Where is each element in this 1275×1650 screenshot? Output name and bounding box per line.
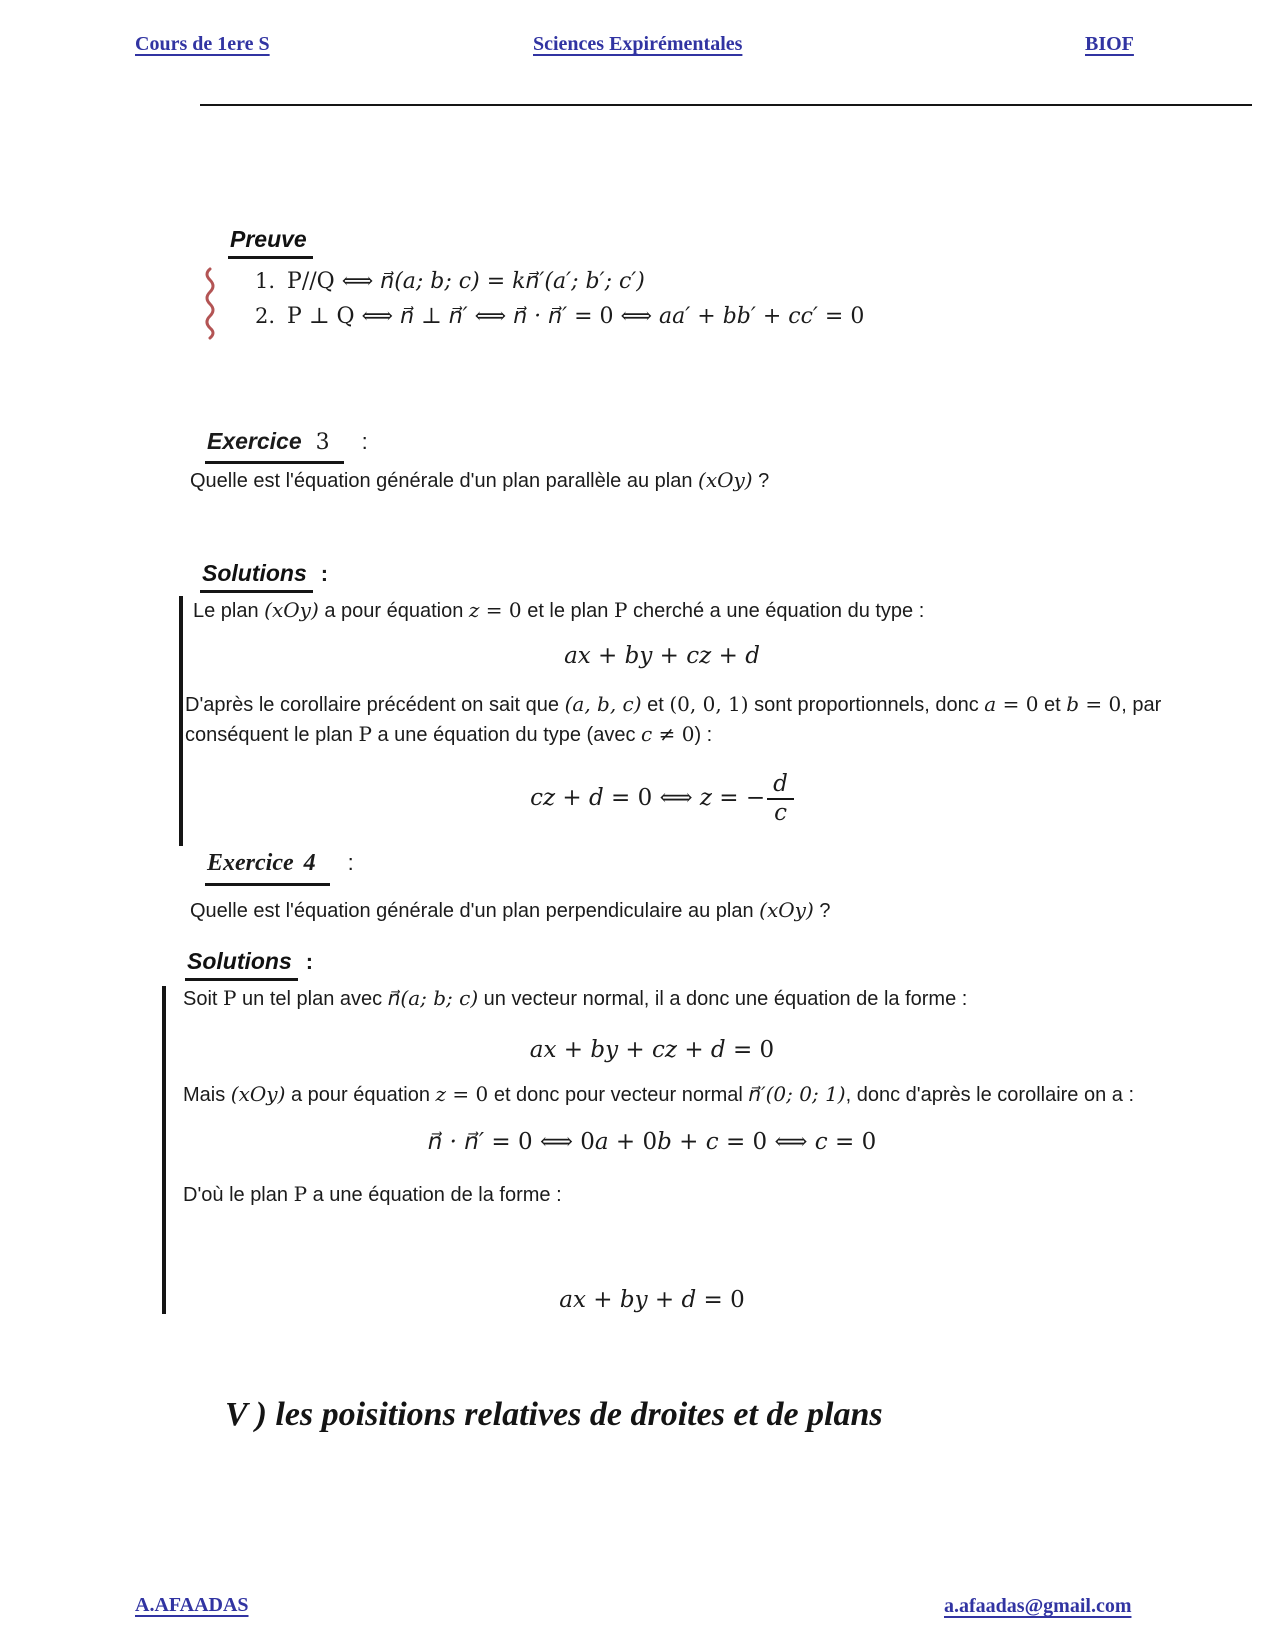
solutions1-paragraph-1: Le plan (xOy) a pour équation z = 0 et le plan P cherché a une équation du type :: [193, 598, 925, 622]
solutions1-colon: :: [320, 561, 329, 586]
header-link-subject[interactable]: Sciences Expirémentales: [533, 33, 743, 55]
footer-email-link[interactable]: a.afaadas@gmail.com: [944, 1595, 1132, 1617]
exercice3-heading-underlined: [205, 428, 344, 464]
exercice3-heading: [205, 428, 368, 464]
exercice4-heading: [205, 850, 354, 886]
solutions2-left-rule: [162, 986, 166, 1314]
exercice3-number: 3: [315, 430, 330, 455]
section-v-heading: V ) les poisitions relatives de droites et de plans: [225, 1396, 883, 1433]
proof-item-1-number: 1.: [255, 269, 276, 293]
preuve-heading: [228, 226, 313, 259]
proof-item-2-number: 2.: [255, 304, 276, 328]
footer-author-link[interactable]: A.AFAADAS: [135, 1594, 249, 1616]
squiggle-decoration-icon: [201, 266, 219, 340]
header-link-course[interactable]: Cours de 1ere S: [135, 33, 270, 55]
equation-ax-by-cz-d-zero: ax + by + cz + d = 0: [529, 1037, 775, 1063]
proof-item-2-math: P ⊥ Q ⟺ n⃗ ⊥ n⃗′ ⟺ n⃗ · n⃗′ = 0 ⟺ aa′ + bb′ + cc′ = 0: [287, 304, 865, 329]
exercice4-heading-underlined: [205, 850, 330, 886]
solutions1-label: Solutions: [200, 560, 313, 593]
equation-cz-d-zero-fraction: [183, 772, 1141, 827]
solutions1-heading: [200, 560, 328, 593]
fraction-numerator: d: [767, 772, 794, 800]
equation-ax-by-d-zero: ax + by + d = 0: [559, 1287, 745, 1313]
exercice3-question: Quelle est l'équation générale d'un plan parallèle au plan (xOy) ?: [190, 468, 770, 492]
proof-item-1-math: P//Q ⟺ n⃗(a; b; c) = kn⃗′(a′; b′; c′): [287, 269, 645, 294]
solutions2-heading: [185, 948, 313, 981]
header-divider: [200, 104, 1252, 106]
solutions1-paragraph-2-line2: conséquent le plan P a une équation du type (avec c ≠ 0) :: [185, 722, 713, 746]
solutions2-paragraph-2: Mais (xOy) a pour équation z = 0 et donc pour vecteur normal n⃗′(0; 0; 1), donc d'après le corollaire on a :: [183, 1082, 1135, 1106]
proof-item-2: [255, 303, 864, 329]
exercice4-number: 4: [303, 850, 316, 876]
solutions1-paragraph-2-line1: D'après le corollaire précédent on sait que (a, b, c) et (0, 0, 1) sont proportionnels, donc a = 0 et b = 0, par: [185, 692, 1162, 716]
exercice4-question: Quelle est l'équation générale d'un plan perpendiculaire au plan (xOy) ?: [190, 898, 831, 922]
exercice3-colon: :: [361, 429, 368, 454]
solutions2-label: Solutions: [185, 948, 298, 981]
preuve-heading-label: Preuve: [228, 226, 313, 259]
proof-item-1: [255, 268, 645, 294]
equation-ax-by-cz-d: ax + by + cz + d: [564, 643, 760, 669]
exercice3-label: Exercice: [207, 428, 302, 454]
fraction-denominator: c: [774, 800, 787, 827]
solutions2-paragraph-1: Soit P un tel plan avec n⃗(a; b; c) un vecteur normal, il a donc une équation de la forme :: [183, 986, 968, 1010]
solutions2-colon: :: [305, 949, 314, 974]
equation-cz-d-left-part: cz + d = 0 ⟺ z = −: [530, 785, 766, 812]
equation-normal-vectors-dot-product: n⃗ · n⃗′ = 0 ⟺ 0a + 0b + c = 0 ⟺ c = 0: [427, 1129, 877, 1155]
exercice4-colon: :: [347, 850, 354, 875]
header-link-biof[interactable]: BIOF: [1085, 33, 1134, 55]
solutions2-paragraph-3: D'où le plan P a une équation de la forme :: [183, 1182, 562, 1206]
fraction-d-over-c: [767, 772, 794, 827]
exercice4-label: Exercice: [207, 850, 294, 876]
